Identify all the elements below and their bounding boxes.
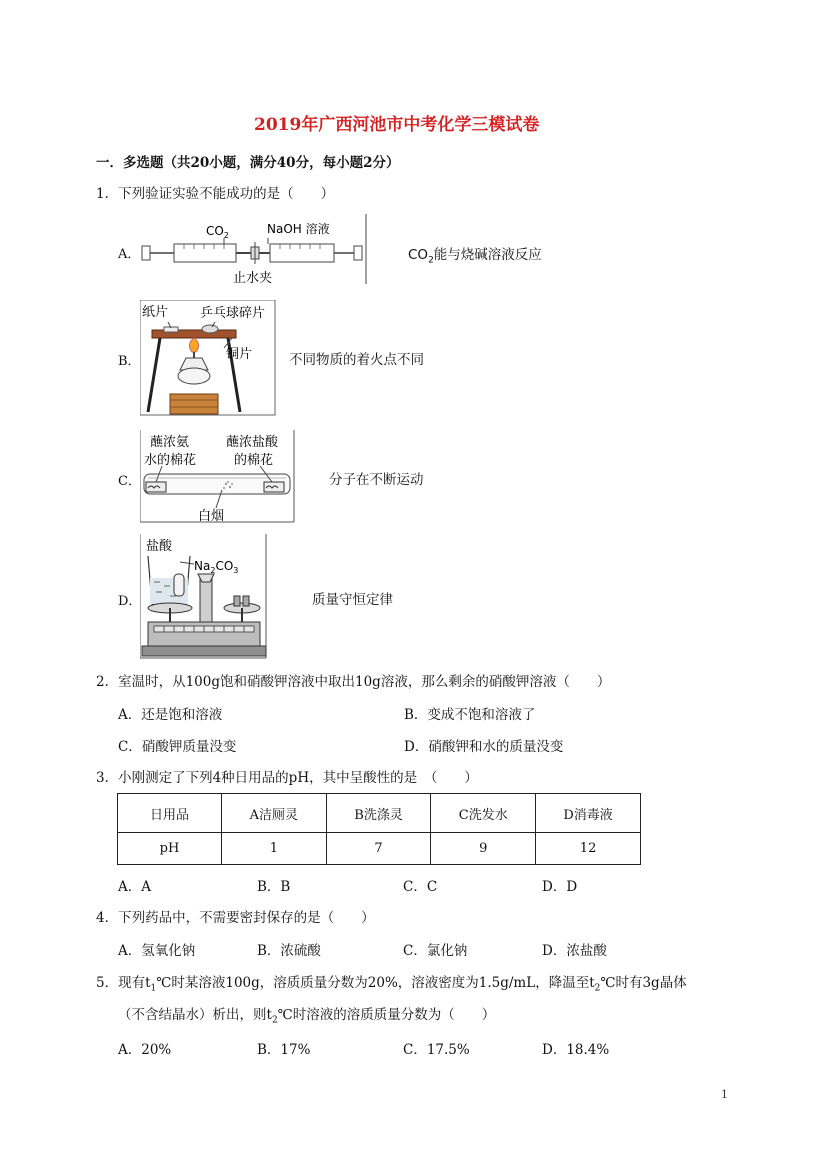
smoke-label: 白烟 [198, 509, 225, 524]
q1-option-a-letter: A． [118, 247, 141, 262]
hcl-label-line2: 的棉花 [234, 453, 274, 468]
na2co3-label: $Na_2CO_3$ [194, 559, 239, 575]
q3-option-a: A．A [118, 879, 151, 895]
table-cell: 日用品 [118, 794, 222, 833]
paper-label: 纸片 [142, 305, 169, 320]
q2-option-c: C．硝酸钾质量没变 [118, 739, 237, 755]
naoh-label: NaOH 溶液 [267, 222, 330, 236]
table-cell: 9 [431, 833, 536, 865]
q1-option-b-letter: B． [118, 354, 141, 369]
section-heading: 一．多选题（共20小题，满分40分，每小题2分） [96, 155, 400, 171]
ph-table [117, 793, 641, 865]
question-5-stem-line1: 5．现有$t_1℃$时某溶液100g，溶质质量分数为20%，溶液密度为1.5g/mL，降温至$t_2℃$时有3g晶体 [96, 975, 687, 994]
q1-option-b-desc: 不同物质的着火点不同 [289, 352, 424, 368]
ignition-point-figure [140, 300, 276, 416]
q2-option-d: D．硝酸钾和水的质量没变 [404, 739, 564, 755]
table-cell: A洁厕灵 [221, 794, 326, 833]
q2-option-a: A．还是饱和溶液 [118, 707, 223, 723]
q1-option-d-desc: 质量守恒定律 [312, 592, 393, 608]
table-cell: C洗发水 [431, 794, 536, 833]
table-cell: 12 [536, 833, 641, 865]
q4-option-a: A．氢氧化钠 [118, 943, 196, 959]
q3-option-c: C．C [403, 879, 438, 895]
page-number: 1 [721, 1088, 728, 1101]
co2-label: $CO_2$ [206, 224, 229, 240]
q5-option-b: B．17% [257, 1042, 311, 1058]
q1-option-a-desc: $CO_2$能与烧碱溶液反应 [408, 247, 542, 266]
table-row [118, 833, 641, 865]
q3-option-b: B．B [257, 879, 291, 895]
clamp-label: 止水夹 [233, 271, 273, 286]
q2-option-b: B．变成不饱和溶液了 [404, 707, 536, 723]
page-title: 2019年广西河池市中考化学三模试卷 [254, 115, 540, 135]
q3-option-d: D．D [542, 879, 578, 895]
question-3-stem: 3．小刚测定了下列4种日用品的pH，其中呈酸性的是 （ ） [96, 770, 478, 786]
ammonia-label-line2: 水的棉花 [144, 453, 197, 468]
acid-label: 盐酸 [146, 539, 173, 554]
table-cell: pH [118, 833, 222, 865]
question-2-stem: 2．室温时，从100g饱和硝酸钾溶液中取出10g溶液，那么剩余的硝酸钾溶液（ ） [96, 674, 611, 690]
mass-conservation-figure [140, 534, 268, 660]
q5-option-c: C．17.5% [403, 1042, 470, 1058]
q4-option-d: D．浓盐酸 [542, 943, 607, 959]
table-header-row [118, 794, 641, 833]
syringe-apparatus-figure [140, 214, 372, 286]
q5-option-a: A．20% [118, 1042, 172, 1058]
molecular-motion-figure [140, 430, 296, 524]
question-4-stem: 4．下列药品中，不需要密封保存的是（ ） [96, 910, 375, 926]
ammonia-label-line1: 蘸浓氨 [150, 435, 190, 450]
q5-option-d: D．18.4% [542, 1042, 610, 1058]
table-cell: 1 [221, 833, 326, 865]
hcl-label-line1: 蘸浓盐酸 [226, 435, 279, 450]
table-cell: B洗涤灵 [326, 794, 431, 833]
copper-label: 铜片 [226, 347, 253, 362]
q1-option-c-letter: C． [118, 474, 141, 489]
q4-option-b: B．浓硫酸 [257, 943, 321, 959]
question-5-stem-line2: （不含结晶水）析出，则$t_2℃$时溶液的溶质质量分数为（ ） [118, 1007, 496, 1026]
table-cell: 7 [326, 833, 431, 865]
q1-option-d-letter: D． [118, 594, 142, 609]
q4-option-c: C．氯化钠 [403, 943, 468, 959]
table-cell: D消毒液 [536, 794, 641, 833]
pingpong-label: 乒乓球碎片 [200, 306, 266, 321]
question-1-stem: 1．下列验证实验不能成功的是（ ） [96, 186, 335, 202]
q1-option-c-desc: 分子在不断运动 [329, 472, 424, 488]
